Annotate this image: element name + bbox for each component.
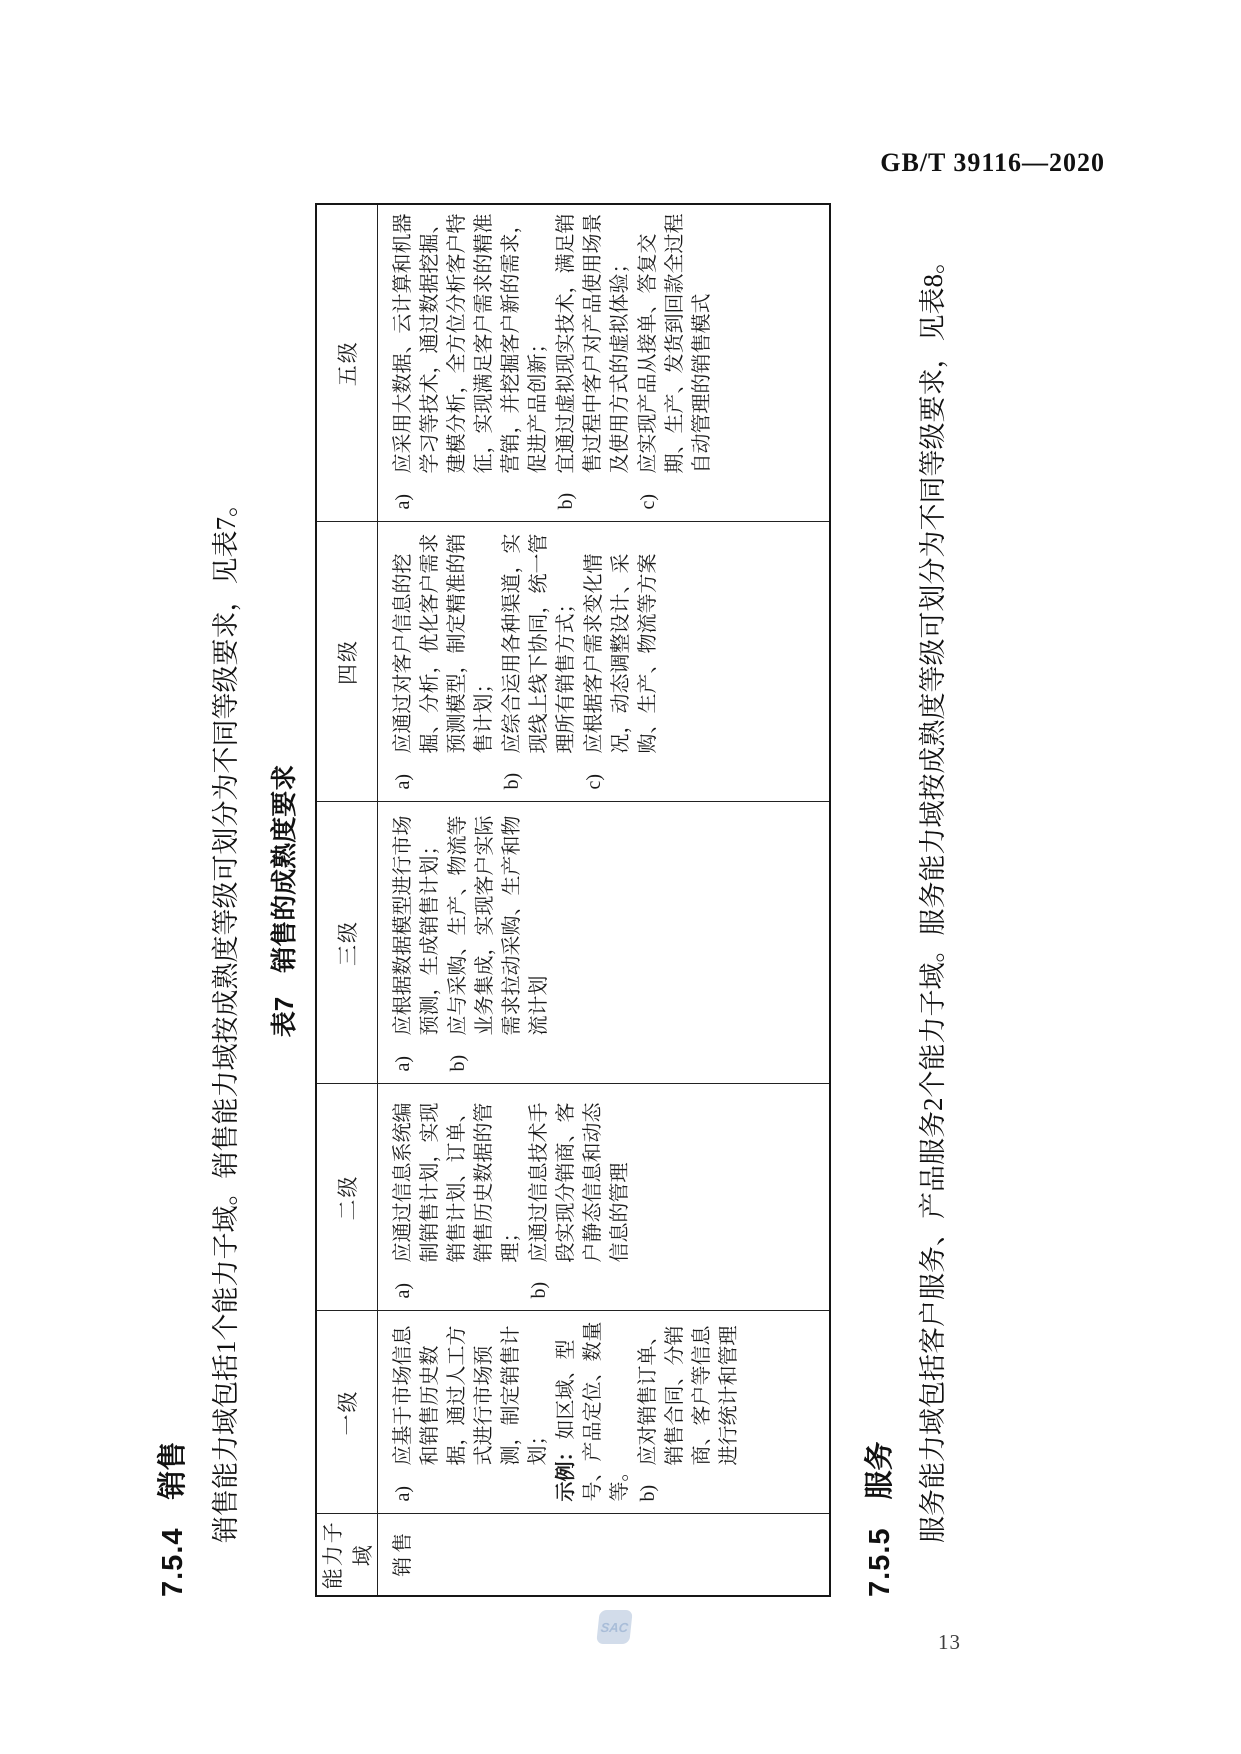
- col-header-level4: 四级: [316, 522, 378, 802]
- row-label-sales: 销售: [378, 1514, 830, 1596]
- standard-number-header: GB/T 39116—2020: [880, 148, 1105, 177]
- example-item: [553, 1320, 634, 1502]
- table-data-row: [378, 204, 830, 1596]
- list-item: [390, 213, 552, 510]
- sac-watermark-logo: [596, 1610, 633, 1644]
- item-marker: c): [637, 493, 660, 510]
- section-title: 服务: [863, 1441, 896, 1500]
- item-marker: b): [637, 1484, 660, 1502]
- item-marker: b): [501, 772, 524, 790]
- col-header-level5: 五级: [316, 204, 378, 522]
- item-text: 应对销售订单、销售合同、分销商、客户等信息进行统计和管理: [637, 1325, 741, 1466]
- sac-watermark-text: SAC: [599, 1619, 630, 1635]
- item-text: 应基于市场信息和销售历史数据，通过人工方式进行市场预测，制定销售计划；: [392, 1325, 550, 1466]
- table-header-row: [316, 204, 378, 1596]
- item-text: 应采用大数据、云计算和机器学习等技术，通过数据挖掘、建模分析，全方位分析客户特征，实现满足客户需求的精准营销，并挖掘客户新的需求，促进产品创新；: [392, 213, 550, 474]
- maturity-table: [315, 203, 831, 1597]
- list-item: [390, 1093, 525, 1299]
- list-item: [499, 531, 580, 790]
- table7-caption-title: 销售的成熟度要求: [269, 764, 300, 973]
- page-number: 13: [938, 1630, 961, 1654]
- item-text: 宜通过虚拟现实技术，满足销售过程中客户对产品使用场景及使用方式的虚拟体验；: [555, 213, 632, 474]
- item-text: 应根据客户需求变化情况，动态调整设计、采购、生产、物流等方案: [583, 553, 660, 754]
- col-header-level1: 一级: [316, 1311, 378, 1514]
- example-label: 示例：: [555, 1441, 578, 1502]
- example-text: 如区域、型号、产品定位、数量等。: [555, 1321, 632, 1502]
- list-item: [390, 811, 444, 1072]
- item-marker: b): [528, 1281, 551, 1299]
- item-marker: a): [392, 1485, 415, 1502]
- list-item: [526, 1093, 634, 1299]
- section-754-paragraph: 销售能力域包括1个能力子域。销售能力域按成熟度等级可划分为不同等级要求，见表7。: [211, 490, 241, 1543]
- cell-level2: [378, 1084, 830, 1311]
- item-marker: b): [447, 1054, 470, 1072]
- item-text: 应实现产品从接单、答复交期、生产、发货到回款全过程自动管理的销售模式: [637, 213, 714, 474]
- table7-caption: [264, 205, 301, 1597]
- section-755-paragraph: 服务能力域包括客户服务、产品服务2个能力子域。服务能力域按成熟度等级可划分为不同等级要求，见表8。: [917, 247, 948, 1543]
- list-item: [635, 213, 716, 510]
- item-marker: a): [392, 1282, 415, 1299]
- section-heading-754: [150, 205, 191, 1597]
- list-item: [635, 1320, 743, 1502]
- item-text: 应通过信息技术手段实现分销商、客户静态信息和动态信息的管理: [528, 1102, 632, 1263]
- section-title: 销售: [157, 1441, 189, 1500]
- item-text: 应与采购、生产、物流等业务集成，实现客户实际需求拉动采购、生产和物流计划: [447, 815, 551, 1036]
- item-text: 应通过对客户信息的挖掘、分析，优化客户需求预测模型，制定精准的销售计划；: [392, 533, 496, 754]
- item-text: 应综合运用各种渠道，实现线上线下协同，统一管理所有销售方式；: [501, 533, 578, 754]
- table7-caption-label: 表7: [269, 996, 300, 1038]
- item-text: 应通过信息系统编制销售计划，实现销售计划、订单、销售历史数据的管理；: [392, 1102, 523, 1263]
- item-marker: a): [392, 1055, 415, 1072]
- col-header-level2: 二级: [316, 1084, 378, 1311]
- section-number: 7.5.4: [157, 1527, 189, 1597]
- item-marker: a): [392, 773, 415, 790]
- list-item: [553, 213, 634, 510]
- list-item: [390, 1320, 552, 1502]
- item-marker: b): [555, 492, 578, 510]
- cell-level1: [378, 1311, 830, 1514]
- col-header-subdomain: 能力子域: [316, 1514, 378, 1596]
- section-number: 7.5.5: [863, 1527, 896, 1597]
- cell-level5: [378, 204, 830, 522]
- list-item: [445, 811, 553, 1072]
- item-marker: c): [583, 773, 606, 790]
- list-item: [581, 531, 662, 790]
- cell-level3: [378, 802, 830, 1084]
- item-text: 应根据数据模型进行市场预测，生成销售计划；: [392, 815, 442, 1036]
- cell-level4: [378, 522, 830, 802]
- section-heading-755: [857, 205, 898, 1597]
- col-header-level3: 三级: [316, 802, 378, 1084]
- list-item: [390, 531, 498, 790]
- landscape-content: [150, 205, 971, 1597]
- item-marker: a): [392, 493, 415, 510]
